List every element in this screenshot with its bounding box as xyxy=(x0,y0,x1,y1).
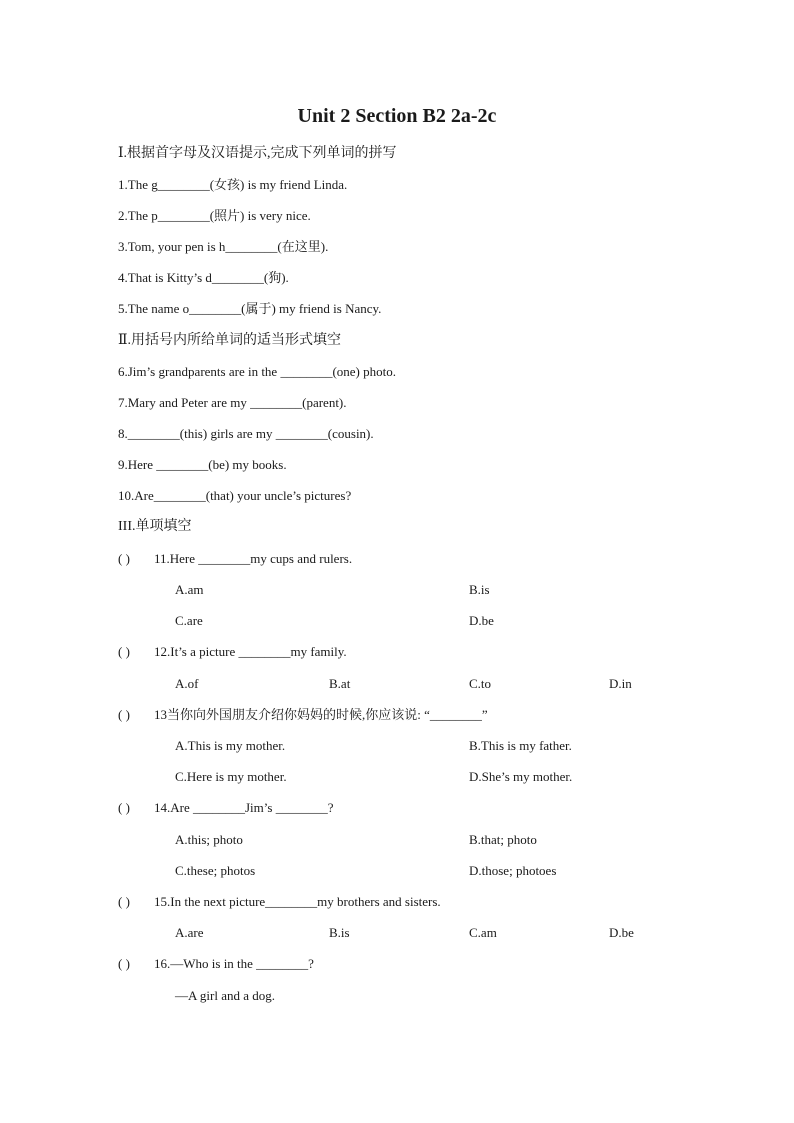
option-c: C.Here is my mother. xyxy=(175,769,287,784)
question-16 xyxy=(118,955,314,973)
answer-line: —A girl and a dog. xyxy=(175,988,276,1003)
option-a: A.am xyxy=(175,582,204,597)
answer-paren: ( ) xyxy=(118,894,130,909)
question-15 xyxy=(118,893,441,911)
option-b: B.at xyxy=(329,676,351,691)
question-11 xyxy=(118,550,352,568)
answer-paren: ( ) xyxy=(118,707,130,722)
question-stem: 12.It’s a picture ________my family. xyxy=(154,644,347,659)
option-c: C.to xyxy=(469,676,492,691)
section-1-heading: Ⅰ.根据首字母及汉语提示,完成下列单词的拼写 xyxy=(118,146,397,161)
question-12 xyxy=(118,643,347,661)
question-3: 3.Tom, your pen is h________(在这里). xyxy=(118,239,329,254)
page-title: Unit 2 Section B2 2a-2c xyxy=(297,105,497,127)
option-d: D.She’s my mother. xyxy=(469,769,573,784)
question-14 xyxy=(118,799,333,817)
question-stem: 13当你向外国朋友介绍你妈妈的时候,你应该说: “________” xyxy=(154,707,488,722)
option-d: D.in xyxy=(609,676,632,691)
answer-paren: ( ) xyxy=(118,956,130,971)
question-13 xyxy=(118,706,488,724)
option-a: A.This is my mother. xyxy=(175,738,286,753)
answer-paren: ( ) xyxy=(118,644,130,659)
question-10: 10.Are________(that) your uncle’s pictures? xyxy=(118,488,352,503)
option-b: B.is xyxy=(469,582,490,597)
answer-paren: ( ) xyxy=(118,800,130,815)
option-d: D.be xyxy=(609,925,634,940)
question-6: 6.Jim’s grandparents are in the ________(one) photo. xyxy=(118,364,396,379)
question-stem: 15.In the next picture________my brothers and sisters. xyxy=(154,894,441,909)
question-stem: 11.Here ________my cups and rulers. xyxy=(154,551,353,566)
option-d: D.be xyxy=(469,613,494,628)
option-b: B.is xyxy=(329,925,350,940)
question-8: 8.________(this) girls are my ________(cousin). xyxy=(118,426,374,441)
question-5: 5.The name o________(属于) my friend is Nancy. xyxy=(118,301,382,316)
question-1: 1.The g________(女孩) is my friend Linda. xyxy=(118,177,348,192)
option-c: C.am xyxy=(469,925,497,940)
option-a: A.of xyxy=(175,676,199,691)
option-c: C.are xyxy=(175,613,203,628)
section-2-heading: Ⅱ.用括号内所给单词的适当形式填空 xyxy=(118,333,342,348)
section-3-heading: III.单项填空 xyxy=(118,519,192,534)
question-4: 4.That is Kitty’s d________(狗). xyxy=(118,270,289,285)
option-d: D.those; photoes xyxy=(469,863,557,878)
question-stem: 14.Are ________Jim’s ________? xyxy=(154,800,334,815)
option-c: C.these; photos xyxy=(175,863,256,878)
option-a: A.are xyxy=(175,925,204,940)
question-9: 9.Here ________(be) my books. xyxy=(118,457,287,472)
question-7: 7.Mary and Peter are my ________(parent). xyxy=(118,395,347,410)
question-2: 2.The p________(照片) is very nice. xyxy=(118,208,311,223)
option-b: B.This is my father. xyxy=(469,738,572,753)
question-stem: 16.—Who is in the ________? xyxy=(154,956,314,971)
option-a: A.this; photo xyxy=(175,832,243,847)
answer-paren: ( ) xyxy=(118,551,130,566)
option-b: B.that; photo xyxy=(469,832,537,847)
